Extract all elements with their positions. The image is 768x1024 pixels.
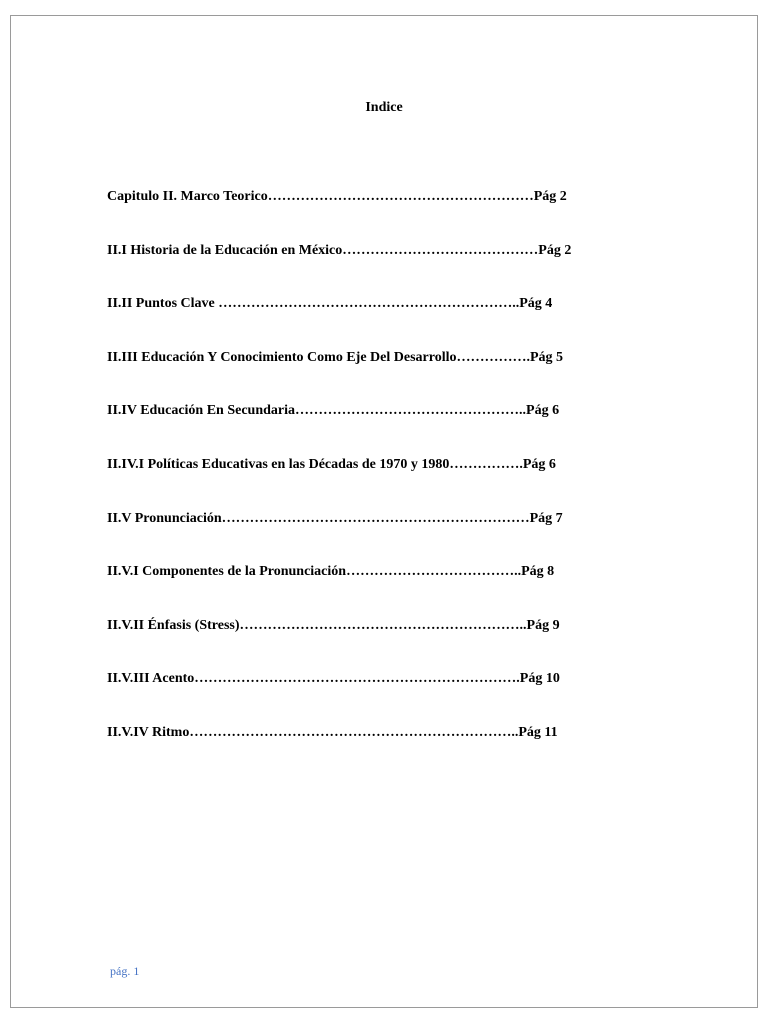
toc-entry: II.V.IV Ritmo……………………………………………………………..Pág 11 [107,724,558,740]
page-title: Indice [365,100,403,115]
toc-entry: II.IV Educación En Secundaria…………………………………………..Pág 6 [107,403,560,419]
footer-page-number: pág. 1 [110,964,140,978]
toc-entry: II.V.I Componentes de la Pronunciación………………………………..Pág 8 [107,564,555,580]
toc-entry: II.III Educación Y Conocimiento Como Eje Del Desarrollo…………….Pág 5 [107,349,564,365]
document-page [10,15,758,1008]
toc-entry: II.I Historia de la Educación en México……………………………………Pág 2 [107,242,572,258]
table-of-contents [107,188,667,778]
toc-entry: II.IV.I Políticas Educativas en las Décadas de 1970 y 1980…………….Pág 6 [107,456,556,472]
toc-entry: Capitulo II. Marco Teorico…………………………………………………Pág 2 [107,189,567,204]
toc-entry: II.V Pronunciación…………………………………………………………Pág 7 [107,510,563,526]
toc-entry: II.V.II Énfasis (Stress)……………………………………………………..Pág 9 [107,617,560,633]
toc-entry: II.II Puntos Clave ………………………………………………………..Pág 4 [107,296,553,312]
toc-entry: II.V.III Acento…………………………………………………………….Pág 10 [107,671,560,687]
